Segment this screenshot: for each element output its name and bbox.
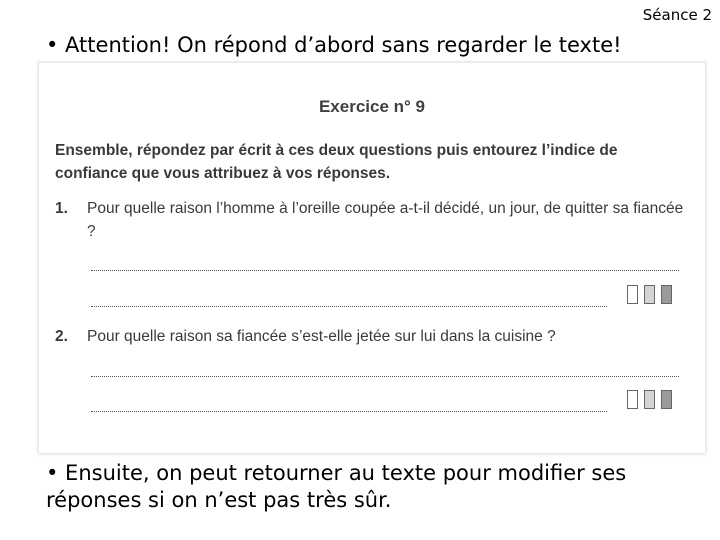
- confidence-high-box[interactable]: [661, 390, 672, 409]
- confidence-scale-2: [627, 390, 672, 409]
- answer-line[interactable]: [91, 376, 679, 377]
- confidence-medium-box[interactable]: [644, 390, 655, 409]
- question-text: Pour quelle raison l’homme à l’oreille coupée a-t-il décidé, un jour, de quitter sa fiancée ?: [87, 200, 684, 240]
- instruction-bullet-top: • Attention! On répond d’abord sans regarder le texte!: [46, 33, 622, 57]
- question-number: 1.: [55, 200, 68, 217]
- confidence-low-box[interactable]: [627, 390, 638, 409]
- confidence-high-box[interactable]: [661, 285, 672, 304]
- answer-line[interactable]: [91, 306, 607, 307]
- session-label: Séance 2: [642, 6, 712, 24]
- confidence-scale-1: [627, 285, 672, 304]
- confidence-medium-box[interactable]: [644, 285, 655, 304]
- question-1: [55, 197, 685, 243]
- question-number: 2.: [55, 328, 68, 345]
- confidence-low-box[interactable]: [627, 285, 638, 304]
- instruction-bullet-bottom: • Ensuite, on peut retourner au texte pour modifier ses réponses si on n’est pas très sûr.: [46, 461, 627, 512]
- exercise-instructions: Ensemble, répondez par écrit à ces deux questions puis entourez l’indice de confiance que vous attribuez à vos réponses.: [55, 142, 618, 182]
- answer-line[interactable]: [91, 270, 679, 271]
- exercise-sheet: [38, 62, 706, 454]
- question-text: Pour quelle raison sa fiancée s’est-elle jetée sur lui dans la cuisine ?: [87, 328, 556, 345]
- exercise-title: Exercice n° 9: [318, 97, 426, 116]
- answer-line[interactable]: [91, 411, 607, 412]
- question-2: [55, 325, 685, 348]
